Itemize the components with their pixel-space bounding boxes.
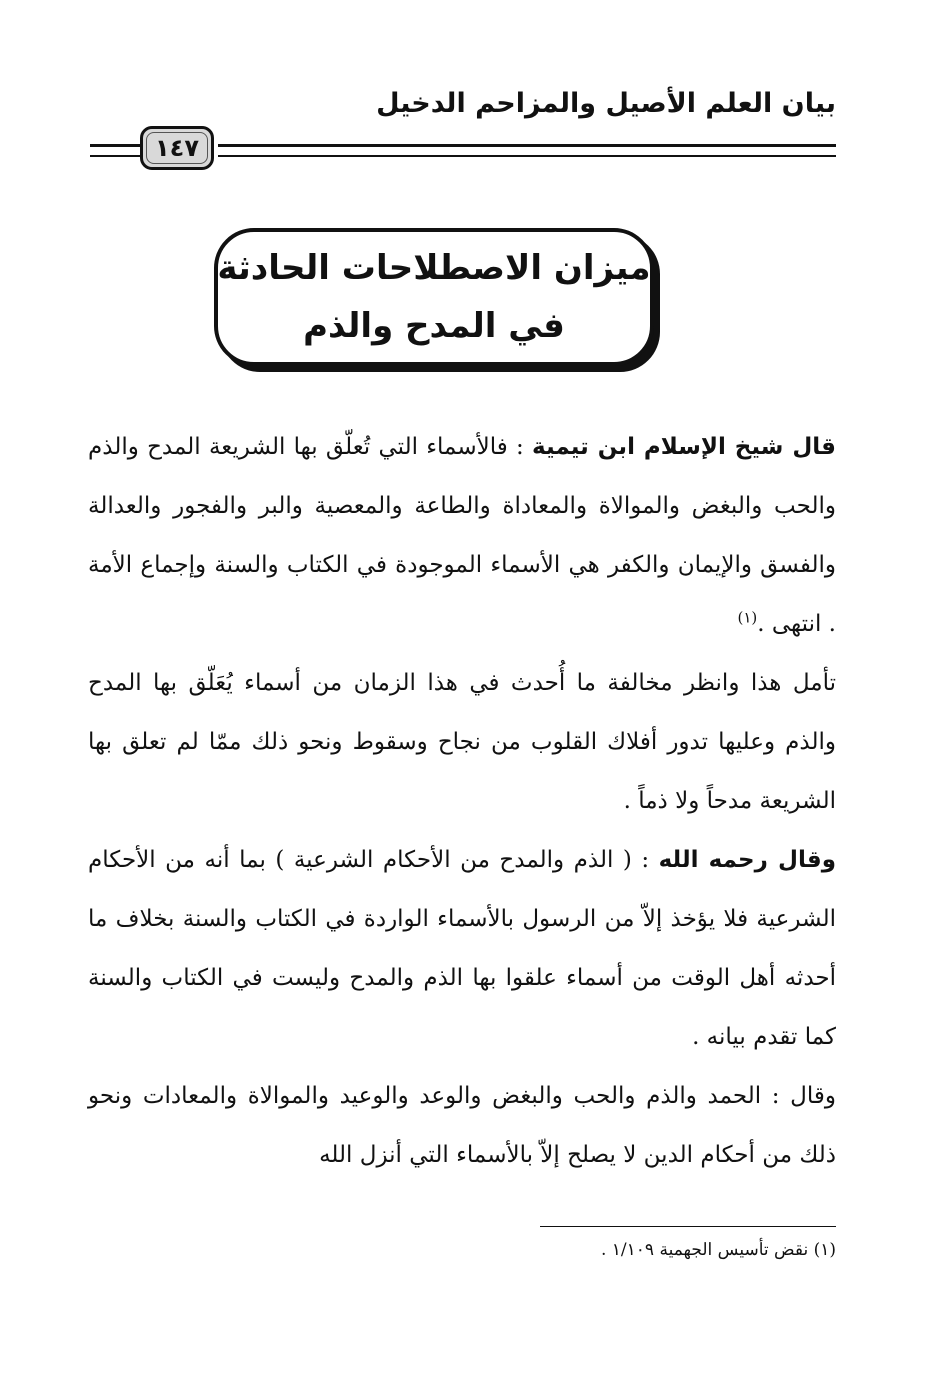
chapter-title-line-1: ميزان الاصطلاحات الحادثة xyxy=(217,248,651,288)
chapter-title-line-2: في المدح والذم xyxy=(303,306,565,346)
body-text xyxy=(88,418,836,1185)
page-number: ١٤٧ xyxy=(155,134,199,162)
header-rule-bottom xyxy=(218,155,836,157)
paragraph-lead: قال شيخ الإسلام ابن تيمية xyxy=(532,434,836,460)
paragraph-1 xyxy=(88,418,836,654)
header-rule-top xyxy=(218,144,836,147)
paragraph-text: : ( الذم والمدح من الأحكام الشرعية ) بما أنه من الأحكام الشرعية فلا يؤخذ إلاّ من الرسول بالأسماء الواردة في الكتاب والسنة بخلاف ما أحدثه أهل الوقت من أسماء علقوا بها الذم والمدح وليست في الكتاب والسنة كما تقدم بيانه . xyxy=(88,847,836,1050)
footnote-separator xyxy=(540,1226,836,1227)
paragraph-text: : فالأسماء التي تُعلّق بها الشريعة المدح والذم والحب والبغض والموالاة والمعاداة والطاعة والمعصية والبر والفجور والعدالة والفسق والإيمان والكفر هي الأسماء الموجودة في الكتاب والسنة وإجماع الأمة . انتهى . xyxy=(88,434,836,637)
footnote-reference: (١) xyxy=(737,608,758,627)
paragraph-text: وقال : الحمد والذم والحب والبغض والوعد والوعيد والموالاة والمعادات ونحو ذلك من أحكام الدين لا يصلح إلاّ بالأسماء التي أنزل الله xyxy=(88,1083,836,1168)
header-rule-left-top xyxy=(90,144,140,147)
paragraph-3 xyxy=(88,831,836,1067)
paragraph-2 xyxy=(88,654,836,831)
footnote: (١) نقض تأسيس الجهمية ١/١٠٩ . xyxy=(600,1240,836,1260)
header-rule-left-bottom xyxy=(90,155,140,157)
paragraph-text: تأمل هذا وانظر مخالفة ما أُحدث في هذا الزمان من أسماء يُعَلّق بها المدح والذم وعليها تدور أفلاك القلوب من نجاح وسقوط ونحو ذلك ممّا لم تعلق بها الشريعة مدحاً ولا ذماً . xyxy=(88,670,836,814)
page-number-badge xyxy=(140,126,214,170)
paragraph-4 xyxy=(88,1067,836,1185)
paragraph-lead: وقال رحمه الله xyxy=(658,847,836,873)
chapter-title-box xyxy=(214,228,654,366)
running-title: بيان العلم الأصيل والمزاحم الدخيل xyxy=(376,88,836,119)
